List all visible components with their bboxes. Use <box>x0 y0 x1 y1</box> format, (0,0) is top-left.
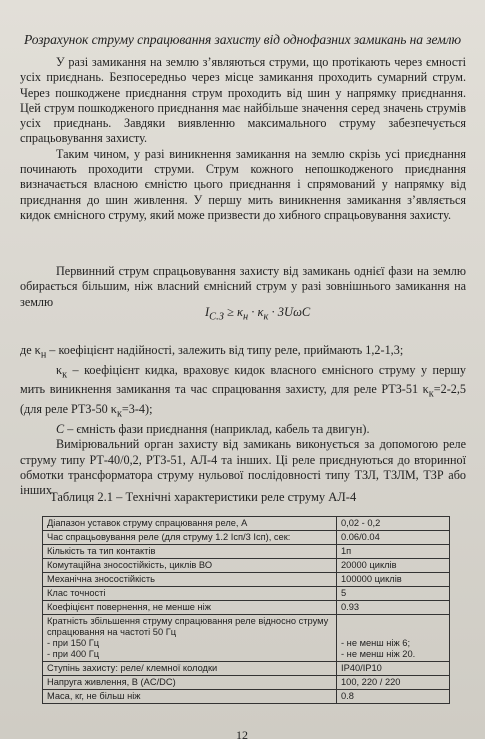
section-heading: Розрахунок струму спрацювання захисту від однофазних замикань на землю <box>23 32 461 47</box>
table-row <box>43 662 450 676</box>
table-row <box>43 531 450 545</box>
body-text-top <box>20 55 466 223</box>
table-row <box>43 587 450 601</box>
definitions <box>20 343 466 498</box>
table-row <box>43 615 450 662</box>
paragraph-3: Первинний струм спрацьовування захисту від замикань однієї фази на землю обирається більшим, ніж власний ємнісний струм у разі зовнішнього замикання на землю <box>20 264 466 309</box>
param-cell: Механічна зносостійкість <box>43 573 337 587</box>
value-cell: 5 <box>337 587 450 601</box>
param-cell: Ступінь захисту: реле/ клемної колодки <box>43 662 337 676</box>
param-cell: Комутаційна зносостійкість, циклів ВО <box>43 559 337 573</box>
definition-c: C – ємність фази приєднання (наприклад, кабель та двигун). <box>56 421 370 436</box>
value-cell: 100000 циклів <box>337 573 450 587</box>
value-cell: 20000 циклів <box>337 559 450 573</box>
table-row <box>43 573 450 587</box>
value-cell: - не менш ніж 6; - не менш ніж 20. <box>337 615 450 662</box>
param-cell: Маса, кг, не більш ніж <box>43 690 337 704</box>
table-row <box>43 690 450 704</box>
table-caption: Таблиця 2.1 – Технічні характеристики реле струму АЛ-4 <box>50 490 357 504</box>
table-row <box>43 559 450 573</box>
param-cell: Кратність збільшення струму спрацювання реле відносно струму спрацювання на частоті 50 Гц - при 150 Гц - при 400 Гц <box>43 615 337 662</box>
param-cell: Час спрацьовування реле (для струму 1.2 Ісп/3 Ісп), сек: <box>43 531 337 545</box>
spec-table <box>42 516 450 704</box>
table-row <box>43 545 450 559</box>
paragraph-2: Таким чином, у разі виникнення замикання на землю скрізь усі приєднання починають проходити струми. Струм кожного непошкодженого приєднання визначається власною ємністю цього приєднання і спрямований у напрямку від приєднання до шин живлення. У першу мить виникнення замикання з’являється кидок ємнісного струму, який може призвести до хибного спрацьовування захисту. <box>20 146 466 222</box>
param-cell: Кількість та тип контактів <box>43 545 337 559</box>
paragraph-1: У разі замикання на землю з’являються струми, що протікають через ємності усіх приєднань. Безпосередньо через місце замикання проходить сумарний струм. Через пошкоджене приєднання струм проходить від шин у напрямку приєднання. Цей струм пошкодженого приєднання має найбільше значення серед значень струмів усіх приєднань. Завдяки виявленню максимального струму забезпечується спрацьовування захисту. <box>20 55 466 146</box>
body-text-middle <box>20 264 466 310</box>
value-cell: 0.93 <box>337 601 450 615</box>
param-cell: Напруга живлення, В (AC/DC) <box>43 676 337 690</box>
page-number: 12 <box>236 728 248 739</box>
value-cell: 0.8 <box>337 690 450 704</box>
value-cell: 100, 220 / 220 <box>337 676 450 690</box>
value-cell: 1п <box>337 545 450 559</box>
table-row <box>43 676 450 690</box>
definition-kk: $\kappa_к$ – коефіцієнт кидка, враховує кидок власного ємнісного струму у першу мить виникнення замикання та час спрацювання захисту, для реле РТЗ-51 $\kappa_к=2-2,5$ (для реле РТЗ-50 $\kappa_к=3-4$); <box>20 362 466 420</box>
definition-kn: де $\kappa_н$ – коефіцієнт надійності, залежить від типу реле, приймають 1,2-1,3; <box>20 343 404 361</box>
paragraph-4: Вимірювальний орган захисту від замикань виконується за допомогою реле струму типу РТ-40/0,2, РТЗ-51, АЛ-4 та інших. Ці реле приєднуються до вторинної обмотки трансформатора струму нульової послідовності типу ТЗЛ, ТЗЛМ, ТЗР або інших. <box>20 437 466 498</box>
value-cell: 0,02 - 0,2 <box>337 517 450 531</box>
formula: $I_{С.З} \ge \kappa_н \cdot \kappa_к \cdot 3U\omega C$ <box>205 305 311 323</box>
param-cell: Коефіцієнт повернення, не менше ніж <box>43 601 337 615</box>
value-cell: IP40/IP10 <box>337 662 450 676</box>
value-cell: 0.06/0.04 <box>337 531 450 545</box>
param-cell: Діапазон уставок струму спрацювання реле, А <box>43 517 337 531</box>
table-row <box>43 517 450 531</box>
param-cell: Клас точності <box>43 587 337 601</box>
table-row <box>43 601 450 615</box>
